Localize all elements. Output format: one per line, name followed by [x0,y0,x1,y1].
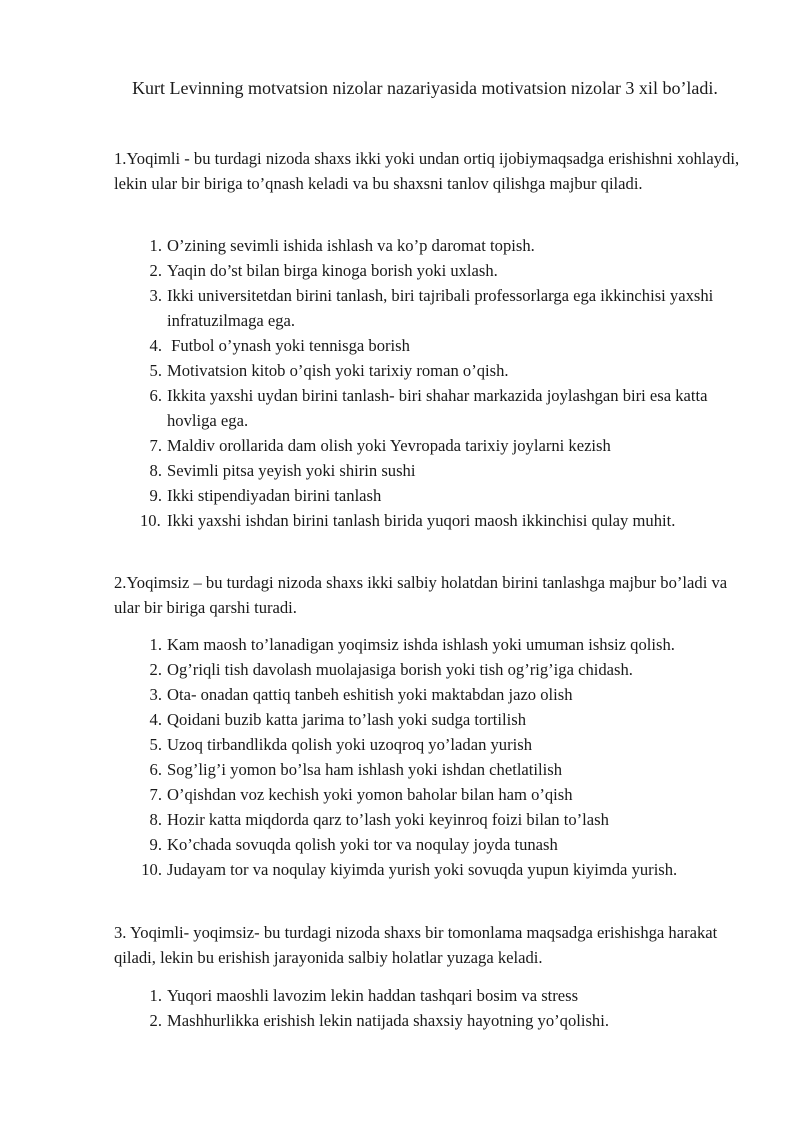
list-item: 4. Futbol o’ynash yoki tennisga borish [149,336,410,355]
section-2-list [140,632,752,882]
list-item: 7. Maldiv orollarida dam olish yoki Yevropada tarixiy joylarni kezish [149,436,611,455]
list-item: 1. Kam maosh to’lanadigan yoqimsiz ishda ishlash yoki umuman ishsiz qolish. [149,635,675,654]
list-item: 6. Ikkita yaxshi uydan birini tanlash- biri shahar markazida joylashgan biri esa katta hovliga ega. [149,386,708,430]
list-item: 9. Ko’chada sovuqda qolish yoki tor va noqulay joyda tunash [149,835,558,854]
list-item: 5. Uzoq tirbandlikda qolish yoki uzoqroq yo’ladan yurish [149,735,532,754]
list-item: 8. Sevimli pitsa yeyish yoki shirin sushi [149,461,416,480]
list-item: 6. Sog’lig’i yomon bo’lsa ham ishlash yoki ishdan chetlatilish [149,760,562,779]
list-item: 7. O’qishdan voz kechish yoki yomon baholar bilan ham o’qish [149,785,573,804]
list-item: 8. Hozir katta miqdorda qarz to’lash yoki keyinroq foizi bilan to’lash [149,810,609,829]
list-item: 10. Judayam tor va noqulay kiyimda yurish yoki sovuqda yupun kiyimda yurish. [141,860,678,879]
section-2-intro: 2.Yoqimsiz – bu turdagi nizoda shaxs ikki salbiy holatdan birini tanlashga majbur bo’ladi va ular bir biriga qarshi turadi. [114,573,728,617]
list-item: 10. Ikki yaxshi ishdan birini tanlash birida yuqori maosh ikkinchisi qulay muhit. [140,511,676,530]
list-item: 3. Ota- onadan qattiq tanbeh eshitish yoki maktabdan jazo olish [149,685,573,704]
section-1-list [140,233,752,533]
section-1-intro: 1.Yoqimli - bu turdagi nizoda shaxs ikki yoki undan ortiq ijobiymaqsadga erishishni xohlaydi, lekin ular bir biriga to’qnash keladi va bu shaxsni tanlov qilishga majbur qiladi. [114,149,740,193]
list-item: 2. Yaqin do’st bilan birga kinoga borish yoki uxlash. [149,261,498,280]
list-item: 3. Ikki universitetdan birini tanlash, biri tajribali professorlarga ega ikkinchisi yaxshi infratuzilmaga ega. [149,286,714,330]
section-3-list [140,983,752,1033]
list-item: 1. O’zining sevimli ishida ishlash va ko’p daromat topish. [149,236,535,255]
document-title: Kurt Levinning motvatsion nizolar nazariyasida motivatsion nizolar 3 xil bo’ladi. [132,78,718,98]
list-item: 4. Qoidani buzib katta jarima to’lash yoki sudga tortilish [149,710,527,729]
list-item: 5. Motivatsion kitob o’qish yoki tarixiy roman o’qish. [149,361,509,380]
list-item: 2. Mashhurlikka erishish lekin natijada shaxsiy hayotning yo’qolishi. [149,1011,609,1030]
section-3-intro: 3. Yoqimli- yoqimsiz- bu turdagi nizoda shaxs bir tomonlama maqsadga erishishga harakat qiladi, lekin bu erishish jarayonida salbiy holatlar yuzaga keladi. [114,923,718,967]
list-item: 1. Yuqori maoshli lavozim lekin haddan tashqari bosim va stress [149,986,579,1005]
list-item: 2. Og’riqli tish davolash muolajasiga borish yoki tish og’rig’iga chidash. [149,660,633,679]
list-item: 9. Ikki stipendiyadan birini tanlash [149,486,382,505]
